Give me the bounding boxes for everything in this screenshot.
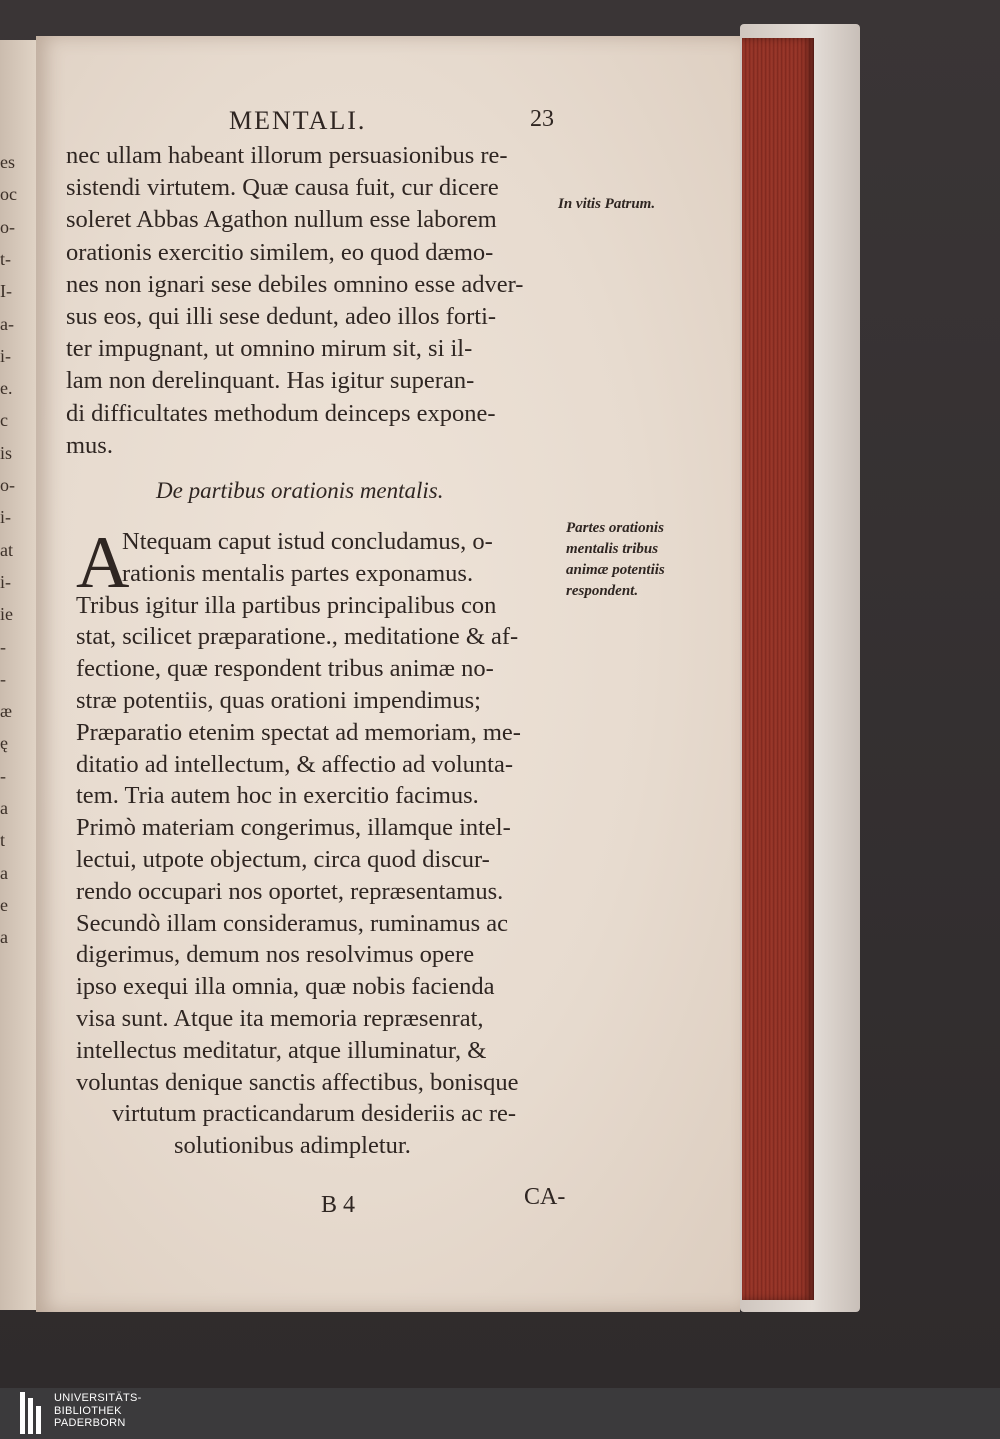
- body-line: nes non ignari sese debiles omnino esse adver-: [66, 270, 524, 298]
- section-line: Ntequam caput istud concludamus, o-: [122, 528, 493, 555]
- left-page-fragment: I-: [0, 281, 12, 302]
- section-line: virtutum practicandarum desideriis ac re-: [112, 1100, 517, 1128]
- body-line: lam non derelinquant. Has igitur superan-: [66, 367, 475, 395]
- page-number: 23: [530, 106, 554, 132]
- section-line: solutionibus adimpletur.: [174, 1132, 411, 1160]
- left-page-fragment: æ: [0, 701, 13, 722]
- body-line: sistendi virtutem. Quæ causa fuit, cur dicere: [66, 174, 499, 202]
- left-page-fragment: o-: [0, 475, 15, 495]
- margin-note-2: Partes orationis mentalis tribus animæ potentiis respondent.: [566, 520, 665, 599]
- left-page-fragment: o-: [0, 216, 15, 237]
- left-page-fragment: es: [0, 152, 15, 172]
- left-page-fragment: i-: [0, 571, 11, 592]
- left-page-fragment: -: [0, 765, 6, 786]
- footer-bar: [0, 1388, 1000, 1439]
- logo-line-1: UNIVERSITÄTS-: [54, 1392, 142, 1404]
- section-line: Præparatio etenim spectat ad memoriam, me-: [76, 718, 521, 746]
- body-line: nec ullam habeant illorum persuasionibus re-: [66, 142, 508, 169]
- section-line: visa sunt. Atque ita memoria repræsenrat,: [76, 1005, 484, 1032]
- right-page: [36, 36, 740, 1312]
- body-line: di difficultates methodum deinceps expone-: [66, 399, 496, 427]
- logo-line-2: BIBLIOTHEK: [54, 1404, 122, 1417]
- left-page-fragment: oc: [0, 184, 17, 205]
- body-line: mus.: [66, 431, 113, 459]
- left-page-fragment: i-: [0, 507, 11, 528]
- section-line: rationis mentalis partes exponamus.: [122, 559, 474, 587]
- section-line: ipso exequi illa omnia, quæ nobis facienda: [76, 973, 495, 1001]
- left-page-fragment: -: [0, 668, 6, 689]
- section-line: rendo occupari nos oportet, repræsentamus.: [76, 877, 504, 905]
- section-line: Secundò illam consideramus, ruminamus ac: [76, 909, 509, 937]
- section-line: intellectus meditatur, atque illuminatur, &: [76, 1036, 487, 1064]
- library-logo-text: [54, 1392, 142, 1430]
- left-page-fragment: c: [0, 410, 8, 431]
- left-page-fragment: e.: [0, 378, 13, 399]
- section-line: tem. Tria autem hoc in exercitio facimus.: [76, 782, 479, 810]
- left-page-fragment: is: [0, 442, 13, 463]
- left-page-fragment: t: [0, 830, 6, 851]
- library-logo-icon: [20, 1392, 46, 1434]
- section-line: fectione, quæ respondent tribus animæ no-: [76, 655, 494, 683]
- body-line: ter impugnant, ut omnino mirum sit, si il-: [66, 335, 473, 363]
- section-line: voluntas denique sanctis affectibus, bonisque: [76, 1068, 519, 1096]
- left-page-fragment: a: [0, 927, 8, 948]
- left-page-fragment: at: [0, 539, 13, 560]
- catchword: CA-: [524, 1184, 566, 1210]
- left-page-fragment: i-: [0, 345, 11, 366]
- left-page-fragment: e: [0, 894, 8, 915]
- section-line: digerimus, demum nos resolvimus opere: [76, 941, 475, 969]
- section-line: Tribus igitur illa partibus principalibus con: [76, 591, 497, 619]
- section-line: stat, scilicet præparatione., meditatione & af-: [76, 623, 519, 651]
- margin-note-1: In vitis Patrum.: [558, 196, 656, 212]
- signature-mark: B 4: [321, 1192, 356, 1218]
- body-line: soleret Abbas Agathon nullum esse laborem: [66, 206, 497, 234]
- left-page-fragment: -: [0, 636, 6, 657]
- left-page-fragment: t-: [0, 248, 11, 269]
- running-title: MENTALI.: [229, 106, 367, 135]
- logo-line-3: PADERBORN: [54, 1417, 126, 1429]
- left-page-fragment: ie: [0, 604, 13, 625]
- left-page-fragment: ę: [0, 733, 8, 754]
- red-page-edges: [742, 38, 814, 1300]
- drop-cap: A: [76, 522, 130, 604]
- section-line: ditatio ad intellectum, & affectio ad volunta-: [76, 750, 514, 778]
- section-subheading: De partibus orationis mentalis.: [156, 478, 444, 503]
- body-line: orationis exercitio similem, eo quod dæmo-: [66, 238, 494, 266]
- section-line: Primò materiam congerimus, illamque intel-: [76, 814, 511, 842]
- body-line: sus eos, qui illi sese dedunt, adeo illos forti-: [66, 303, 497, 330]
- left-page-fragment: a: [0, 798, 8, 818]
- left-page-fragment: a: [0, 862, 8, 883]
- left-page-strip: [0, 40, 36, 1310]
- section-line: lectui, utpote objectum, circa quod discur-: [76, 846, 490, 873]
- section-line: stræ potentiis, quas orationi impendimus;: [76, 687, 481, 714]
- left-page-fragment: a-: [0, 313, 14, 334]
